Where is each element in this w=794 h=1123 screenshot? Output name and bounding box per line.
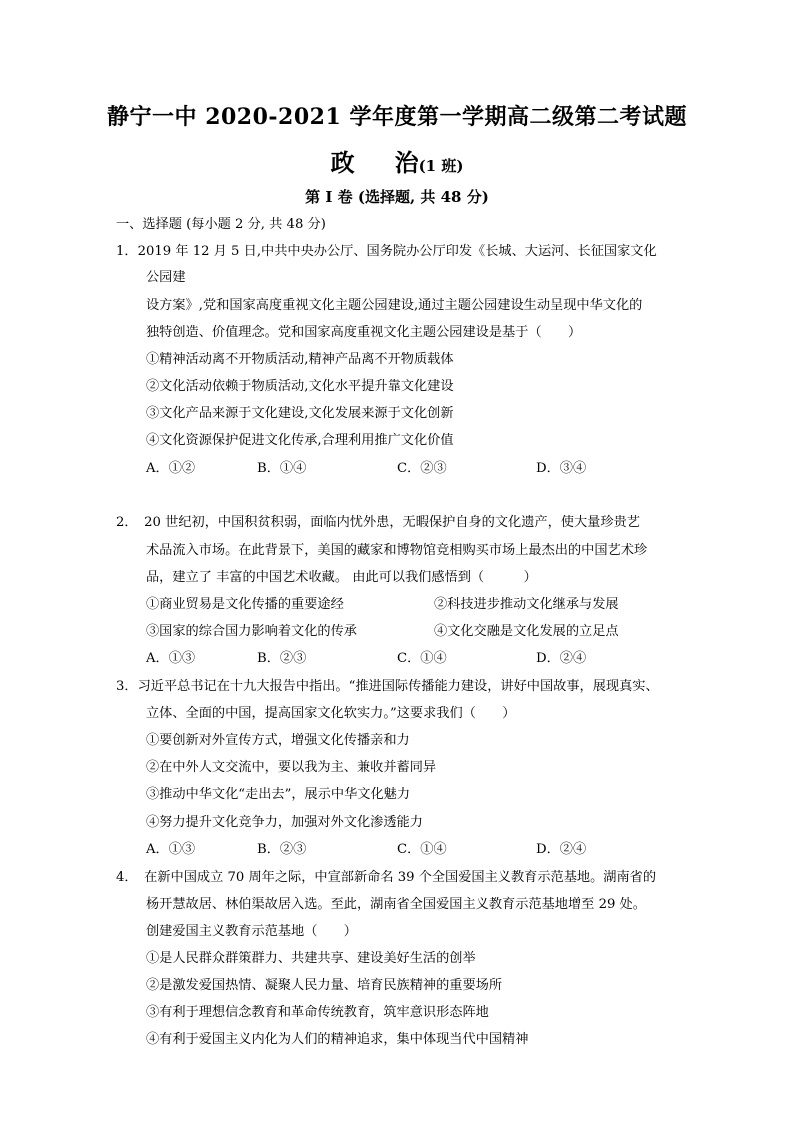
q4-stem-line: 创建爱国主义教育示范基地（ ）	[146, 924, 357, 939]
q2-stem-line: 2． 20 世纪初，中国积贫积弱，面临内忧外患，无暇保护自身的文化遗产，使大量珍贵艺	[116, 515, 640, 530]
q4-stem-line: 4． 在新中国成立 70 周年之际，中宣部新命名 39 个全国爱国主义教育示范基地。湖南省的	[116, 870, 657, 885]
q3-stem-line: 立体、全面的中国，提高国家文化软实力。”这要求我们（ ）	[146, 706, 516, 721]
section-heading: 一、选择题 (每小题 2 分, 共 48 分)	[116, 217, 326, 232]
q1-option-a[interactable]: A．①②	[146, 461, 196, 476]
q1-statement: ③文化产品来源于文化建设,文化发展来源于文化创新	[146, 406, 454, 421]
q3-stem-line: 3．习近平总书记在十九大报告中指出。“推进国际传播能力建设，讲好中国故事，展现真实、	[116, 679, 659, 694]
q1-stem-line: 设方案》,党和国家高度重视文化主题公园建设,通过主题公园建设生动呈现中华文化的	[146, 298, 643, 313]
q3-option-a[interactable]: A．①③	[146, 842, 196, 857]
q2-statement: ①商业贸易是文化传播的重要途经	[146, 597, 344, 612]
q1-stem-line: 独特创造、价值理念。党和国家高度重视文化主题公园建设是基于（ ）	[146, 325, 582, 340]
q2-statement: ③国家的综合国力影响着文化的传承	[146, 624, 357, 639]
q3-option-b[interactable]: B．②③	[257, 842, 307, 857]
q3-statement: ③推动中华文化“走出去”，展示中华文化魅力	[146, 787, 411, 802]
q2-stem-line: 品，建立了 丰富的中国艺术收藏。 由此可以我们感悟到（ ）	[146, 570, 537, 585]
exam-title: 静宁一中 2020-2021 学年度第一学期高二级第二考试题	[107, 104, 687, 130]
q3-statement: ④努力提升文化竞争力，加强对外文化渗透能力	[146, 815, 423, 830]
q3-statement: ①要创新对外宣传方式，增强文化传播亲和力	[146, 733, 410, 748]
q3-option-c[interactable]: C．①④	[397, 842, 447, 857]
q1-statement: ④文化资源保护促进文化传承,合理利用推广文化价值	[146, 433, 454, 448]
subject-char-1: 政	[330, 148, 355, 177]
volume-heading: 第 I 卷 (选择题, 共 48 分)	[305, 188, 489, 206]
q4-statement: ③有利于理想信念教育和革命传统教育，筑牢意识形态阵地	[146, 1005, 489, 1020]
q2-option-d[interactable]: D．②④	[536, 651, 587, 666]
q2-stem-line: 术品流入市场。在此背景下，美国的藏家和博物馆竞相购买市场上最杰出的中国艺术珍	[146, 543, 648, 558]
q2-option-b[interactable]: B．②③	[257, 651, 307, 666]
subject-title	[0, 143, 794, 178]
class-note: (1 班)	[418, 157, 464, 175]
q1-option-d[interactable]: D．③④	[536, 461, 587, 476]
q1-statement: ①精神活动离不开物质活动,精神产品离不开物质载体	[146, 352, 454, 367]
q2-statement: ②科技进步推动文化继承与发展	[434, 597, 619, 612]
q1-statement: ②文化活动依赖于物质活动,文化水平提升靠文化建设	[146, 379, 454, 394]
q1-stem-line: 1．2019 年 12 月 5 日,中共中央办公厅、国务院办公厅印发《长城、大运河、长征国家文化	[116, 244, 657, 259]
subject-char-2: 治	[394, 148, 419, 177]
q1-option-b[interactable]: B．①④	[257, 461, 307, 476]
q1-stem-line: 公园建	[146, 270, 186, 285]
q2-option-c[interactable]: C．①④	[397, 651, 447, 666]
q2-option-a[interactable]: A．①③	[146, 651, 196, 666]
q4-stem-line: 杨开慧故居、林伯渠故居入选。至此，湖南省全国爱国主义教育示范基地增至 29 处。	[146, 897, 646, 912]
q2-statement: ④文化交融是文化发展的立足点	[434, 624, 619, 639]
q1-option-c[interactable]: C．②③	[397, 461, 447, 476]
q4-statement: ①是人民群众群策群力、共建共享、建设美好生活的创举	[146, 951, 476, 966]
q3-option-d[interactable]: D．②④	[536, 842, 587, 857]
q4-statement: ②是激发爱国热情、凝聚人民力量、培育民族精神的重要场所	[146, 978, 503, 993]
q4-statement: ④有利于爱国主义内化为人们的精神追求，集中体现当代中国精神	[146, 1032, 529, 1047]
q3-statement: ②在中外人文交流中，要以我为主、兼收并蓄同异	[146, 760, 437, 775]
